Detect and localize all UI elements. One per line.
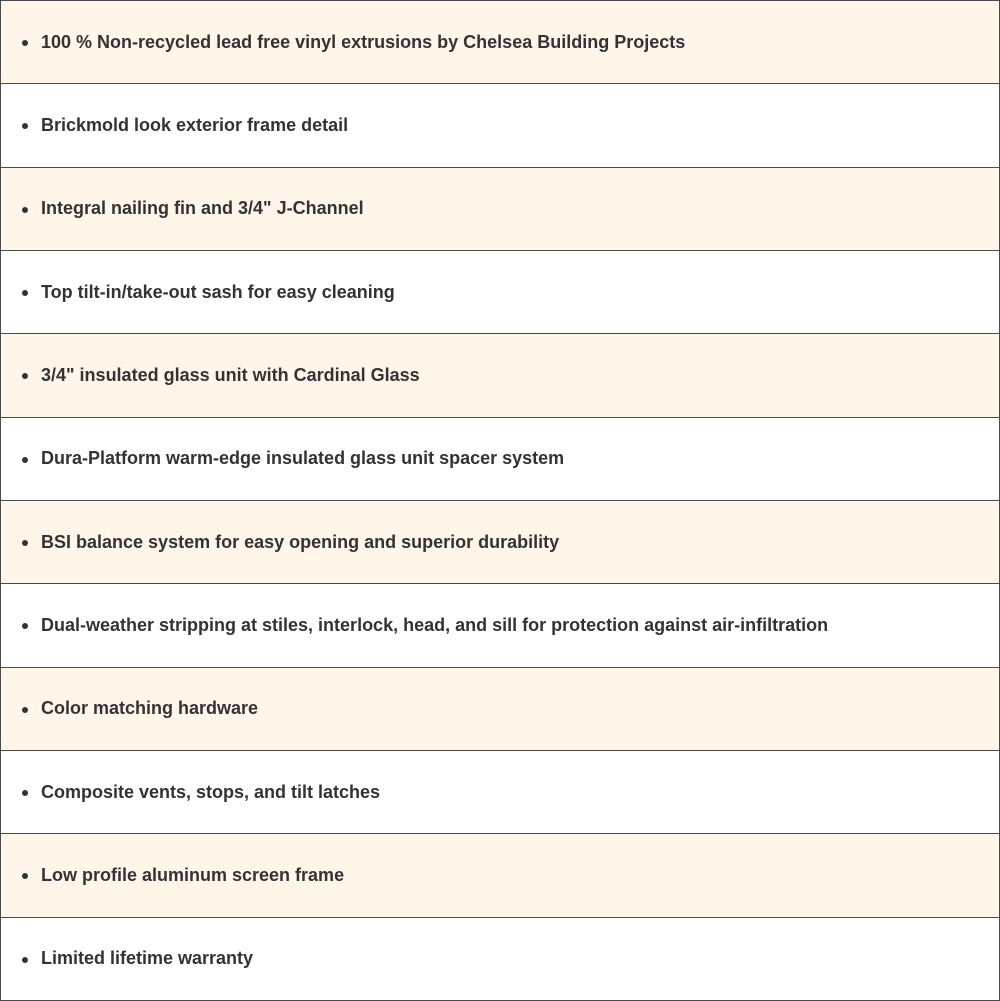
feature-item bbox=[0, 168, 1000, 251]
bullet-icon bbox=[22, 790, 28, 796]
feature-item bbox=[0, 834, 1000, 917]
bullet-icon bbox=[22, 623, 28, 629]
feature-item bbox=[0, 501, 1000, 584]
feature-label: Integral nailing fin and 3/4" J-Channel bbox=[41, 198, 364, 219]
feature-item bbox=[0, 668, 1000, 751]
bullet-icon bbox=[22, 290, 28, 296]
bullet-icon bbox=[22, 540, 28, 546]
bullet-icon bbox=[22, 40, 28, 46]
feature-item bbox=[0, 918, 1000, 1001]
feature-item bbox=[0, 84, 1000, 167]
bullet-icon bbox=[22, 707, 28, 713]
feature-label: Color matching hardware bbox=[41, 698, 259, 719]
feature-item bbox=[0, 751, 1000, 834]
feature-label: Low profile aluminum screen frame bbox=[41, 864, 345, 885]
feature-label: Limited lifetime warranty bbox=[41, 948, 254, 969]
feature-label: Dual-weather stripping at stiles, interlock, head, and sill for protection against air-infiltration bbox=[41, 614, 829, 635]
feature-item bbox=[0, 251, 1000, 334]
feature-label: Top tilt-in/take-out sash for easy cleaning bbox=[41, 281, 395, 302]
feature-label: BSI balance system for easy opening and superior durability bbox=[41, 531, 560, 552]
bullet-icon bbox=[22, 373, 28, 379]
bullet-icon bbox=[22, 957, 28, 963]
feature-label: Brickmold look exterior frame detail bbox=[41, 114, 349, 135]
feature-item bbox=[0, 584, 1000, 667]
feature-item bbox=[0, 418, 1000, 501]
feature-item bbox=[0, 1, 1000, 84]
feature-label: Dura-Platform warm-edge insulated glass unit spacer system bbox=[41, 448, 565, 469]
feature-item bbox=[0, 334, 1000, 417]
bullet-icon bbox=[22, 873, 28, 879]
bullet-icon bbox=[22, 457, 28, 463]
feature-label: Composite vents, stops, and tilt latches bbox=[41, 781, 381, 802]
feature-label: 100 % Non-recycled lead free vinyl extrusions by Chelsea Building Projects bbox=[41, 31, 686, 52]
bullet-icon bbox=[22, 123, 28, 129]
bullet-icon bbox=[22, 207, 28, 213]
feature-label: 3/4" insulated glass unit with Cardinal Glass bbox=[41, 364, 420, 385]
